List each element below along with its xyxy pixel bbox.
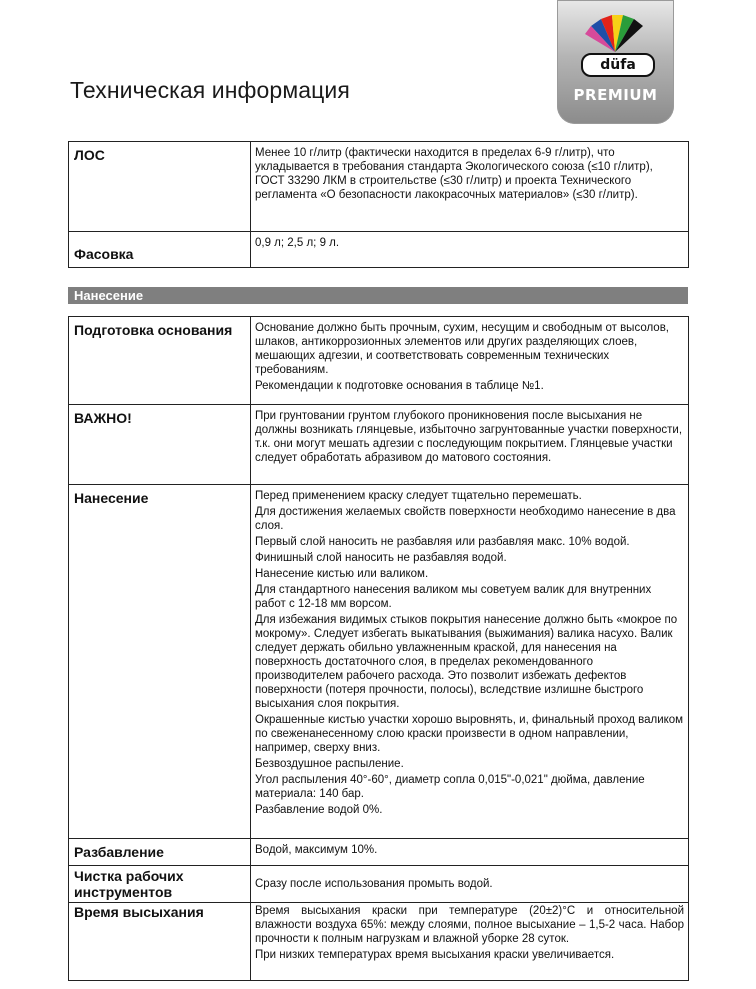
- value-line: Нанесение кистью или валиком.: [255, 568, 429, 580]
- value-line: Рекомендации к подготовке основания в таблице №1.: [255, 380, 544, 392]
- value-line: Менее 10 г/литр (фактически находится в пределах 6-9 г/литр), что укладывается в требования стандарта Экологического союза (≤10 г/литр), ГОСТ 33290 ЛКМ в строительстве (≤30 г/литр) и проекта Технического регламента «О безопасности лакокрасочных материалов» (≤30 г/литр).: [255, 147, 653, 201]
- value-line: Для достижения желаемых свойств поверхности необходимо нанесение в два слоя.: [255, 506, 676, 532]
- row-label: Фасовка: [69, 232, 251, 268]
- table-row: [69, 839, 689, 866]
- row-label: Чистка рабочих инструментов: [69, 866, 251, 903]
- value-line: Время высыхания краски при температуре (20±2)°C и относительной влажности воздуха 65%: между слоями, полное высыхание – 1,5-2 часа. Набор прочности к полным нагрузкам и влажной уборке 28 суток.: [255, 905, 684, 945]
- section-header-application: Нанесение: [68, 287, 688, 304]
- value-line: При низких температурах время высыхания краски увеличивается.: [255, 949, 615, 961]
- table-row: [69, 866, 689, 903]
- value-line: При грунтовании грунтом глубокого проникновения после высыхания не должны возникать глянцевые, избыточно загрунтованные участки поверхности, т.к. они могут мешать адгезии с последующим покрытием. Глянцевые участки следует обработать абразивом до матового состояния.: [255, 410, 683, 464]
- value-line: Для стандартного нанесения валиком мы советуем валик для внутренних работ с 12-18 мм ворсом.: [255, 584, 652, 610]
- table-row: [69, 405, 689, 485]
- value-line: Безвоздушное распыление.: [255, 758, 404, 770]
- table-row: [69, 232, 689, 268]
- row-label: Разбавление: [69, 839, 251, 866]
- row-value: [251, 485, 689, 839]
- value-line: Угол распыления 40°-60°, диаметр сопла 0,015"-0,021" дюйма, давление материала: 140 бар.: [255, 774, 645, 800]
- row-label: Подготовка основания: [69, 317, 251, 405]
- row-value: [251, 405, 689, 485]
- spec-table-main: [68, 316, 689, 981]
- value-line: 0,9 л; 2,5 л; 9 л.: [255, 237, 340, 249]
- duefa-fan-logo-icon: [557, 0, 674, 60]
- value-line: Водой, максимум 10%.: [255, 844, 378, 856]
- row-label: ЛОС: [69, 142, 251, 232]
- value-line: Для избежания видимых стыков покрытия нанесение должно быть «мокрое по мокрому». Следует избегать выкатывания (выжимания) валика насухо. Валик следует держать обильно увлажненным краской, для нанесения на поверхность достаточного слоя, в пределах рекомендованного производителем рабочего расхода. Это позволит избежать дефектов поверхности (потеря прочности, полосы), вследствие излишне быстрого высыхания слоя покрытия.: [255, 614, 678, 710]
- row-value: [251, 839, 689, 866]
- row-value: [251, 232, 689, 268]
- value-line: Окрашенные кистью участки хорошо выровнять, и, финальный проход валиком по свеженанесенному слою краски произвести в одном направлении, например, сверху вниз.: [255, 714, 684, 754]
- row-value: [251, 866, 689, 903]
- row-label: Время высыхания: [69, 903, 251, 981]
- value-line: Основание должно быть прочным, сухим, несущим и свободным от высолов, шлаков, антикоррозионных элементов или других разделяющих слоев, мешающих адгезии, и соответствовать современным технических требованиям.: [255, 322, 670, 376]
- value-line: Финишный слой наносить не разбавляя водой.: [255, 552, 507, 564]
- spec-table-top: [68, 141, 689, 268]
- row-value: [251, 903, 689, 981]
- value-line: Разбавление водой 0%.: [255, 804, 383, 816]
- table-row: [69, 903, 689, 981]
- row-label: ВАЖНО!: [69, 405, 251, 485]
- row-value: [251, 317, 689, 405]
- value-line: Первый слой наносить не разбавляя или разбавляя макс. 10% водой.: [255, 536, 630, 548]
- row-label: Нанесение: [69, 485, 251, 839]
- table-row: [69, 142, 689, 232]
- page-title: Техническая информация: [70, 77, 350, 103]
- row-value: [251, 142, 689, 232]
- table-row: [69, 485, 689, 839]
- logo-tagline: PREMIUM: [573, 86, 658, 104]
- table-row: [69, 317, 689, 405]
- logo-brand: düfa: [581, 53, 655, 77]
- duefa-premium-logo: [557, 0, 674, 124]
- value-line: Перед применением краску следует тщательно перемешать.: [255, 490, 582, 502]
- value-line: Сразу после использования промыть водой.: [255, 877, 493, 890]
